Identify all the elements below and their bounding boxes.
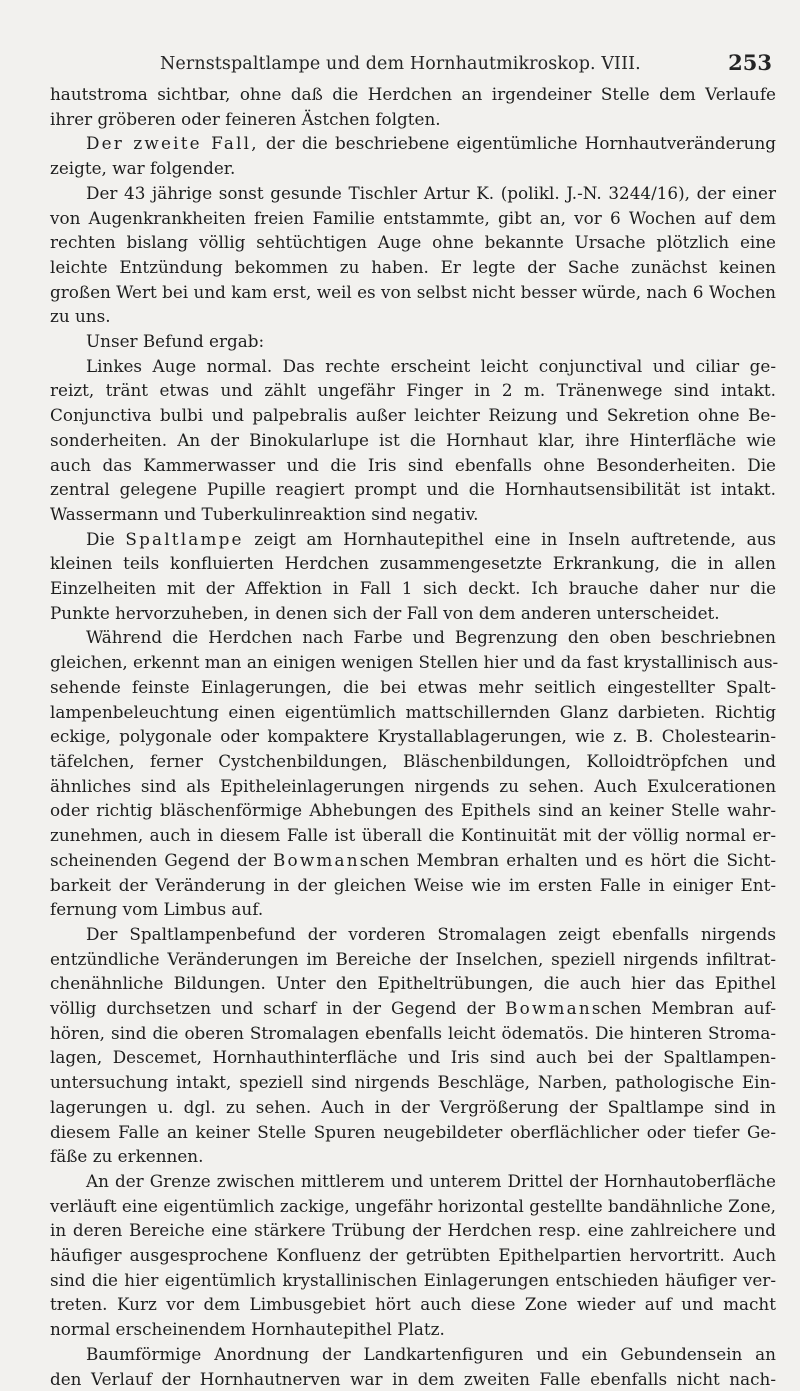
page-number: 253: [728, 50, 772, 75]
text-line: Conjunctiva bulbi und palpebralis außer leichter Reizung und Sekretion ohne Be-: [50, 405, 776, 426]
paragraph-6: [50, 527, 776, 626]
text-line: reizt, tränt etwas und zählt ungefähr Finger in 2 m. Tränenwege sind intakt.: [50, 380, 776, 401]
spaced-term: Spaltlampe: [125, 528, 244, 549]
text-line: auch das Kammerwasser und die Iris sind ebenfalls ohne Besonderheiten. Die: [50, 454, 776, 475]
text-line: leichte Entzündung bekommen zu haben. Er legte der Sache zunächst keinen: [50, 256, 776, 277]
text-line: Der 43 jährige sonst gesunde Tischler Artur K. (polikl. J.-N. 3244/16), der einer: [86, 182, 776, 203]
text-line: ihrer gröberen oder feineren Ästchen folgten.: [50, 108, 441, 129]
text-line: lampenbeleuchtung einen eigentümlich mattschillernden Glanz darbieten. Richtig: [50, 701, 776, 722]
text-line: untersuchung intakt, speziell sind nirgends Beschläge, Narben, pathologische Ein-: [50, 1072, 776, 1093]
text-line: entzündliche Veränderungen im Bereiche der Inselchen, speziell nirgends infiltrat-: [50, 948, 776, 969]
text-line: hautstroma sichtbar, ohne daß die Herdchen an irgendeiner Stelle dem Verlaufe: [50, 84, 776, 104]
text-line: großen Wert bei und kam erst, weil es von selbst nicht besser würde, nach 6 Wochen: [50, 281, 776, 302]
text-line: den Verlauf der Hornhautnerven war in dem zweiten Falle ebenfalls nicht nach-: [50, 1368, 776, 1389]
spaced-name: Bowman: [505, 998, 592, 1019]
running-head: Nernstspaltlampe und dem Hornhautmikroskop. VIII.: [160, 54, 641, 74]
paragraph-8: [50, 922, 776, 1169]
text-line: gleichen, erkennt man an einigen wenigen Stellen hier und da fast krystallinisch aus-: [50, 652, 779, 673]
spaced-heading: Der zweite Fall,: [86, 133, 259, 154]
text-line: verläuft eine eigentümlich zackige, ungefähr horizontal gestellte bandähnliche Zone,: [50, 1195, 776, 1216]
body-text: [50, 82, 779, 1391]
text-line: Wassermann und Tuberkulinreaktion sind negativ.: [50, 503, 479, 524]
text-line: zunehmen, auch in diesem Falle ist überall die Kontinuität mit der völlig normal er-: [50, 825, 776, 846]
text-line: in deren Bereiche eine stärkere Trübung der Herdchen resp. eine zahlreichere und: [50, 1220, 776, 1241]
text-line: Der Spaltlampenbefund der vorderen Stromalagen zeigt ebenfalls nirgends: [86, 923, 776, 944]
text-span: scheinenden Gegend der: [50, 849, 273, 870]
text-line: An der Grenze zwischen mittlerem und unterem Drittel der Hornhautoberfläche: [86, 1170, 776, 1191]
text-line: [50, 131, 776, 156]
text-line: Während die Herdchen nach Farbe und Begrenzung den oben beschriebnen: [86, 627, 776, 648]
text-line: lagen, Descemet, Hornhauthinterfläche und Iris sind auch bei der Spaltlampen-: [50, 1047, 776, 1068]
text-span: der die beschriebene eigentümliche Hornhautveränderung: [258, 133, 776, 154]
text-line: barkeit der Veränderung in der gleichen Weise wie im ersten Falle in einiger Ent-: [50, 874, 776, 895]
paragraph-3: [50, 181, 776, 329]
text-span: zeigt am Hornhautepithel eine in Inseln auftretende, aus: [243, 528, 776, 549]
text-line: [50, 848, 776, 873]
text-line: zeigte, war folgender.: [50, 158, 236, 179]
text-line: treten. Kurz vor dem Limbusgebiet hört auch diese Zone wieder auf und macht: [50, 1294, 776, 1315]
page-header: [50, 46, 776, 82]
text-line: von Augenkrankheiten freien Familie entstammte, gibt an, vor 6 Wochen auf dem: [50, 207, 776, 228]
text-line: Punkte hervorzuheben, in denen sich der Fall von dem anderen unterscheidet.: [50, 602, 720, 623]
text-line: Einzelheiten mit der Affektion in Fall 1 sich deckt. Ich brauche daher nur die: [50, 578, 776, 599]
text-line: sonderheiten. An der Binokularlupe ist die Hornhaut klar, ihre Hinterfläche wie: [50, 429, 776, 450]
text-line: eckige, polygonale oder kompaktere Krystallablagerungen, wie z. B. Cholestearin-: [50, 726, 776, 747]
text-line: Baumförmige Anordnung der Landkartenfiguren und ein Gebundensein an: [86, 1343, 776, 1364]
text-line: fäße zu erkennen.: [50, 1146, 204, 1167]
text-line: täfelchen, ferner Cystchenbildungen, Bläschenbildungen, Kolloidtröpfchen und: [50, 750, 776, 771]
paragraph-1: [50, 82, 776, 131]
text-span: völlig durchsetzen und scharf in der Gegend der: [50, 998, 506, 1019]
paragraph-7: [50, 625, 779, 921]
text-line: fernung vom Limbus auf.: [50, 899, 264, 920]
text-line: kleinen teils konfluierten Herdchen zusammengesetzte Erkrankung, die in allen: [50, 553, 776, 574]
text-line: chenähnliche Bildungen. Unter den Epitheltrübungen, die auch hier das Epithel: [50, 973, 776, 994]
text-line: häufiger ausgesprochene Konfluenz der getrübten Epithelpartien hervortritt. Auch: [50, 1245, 776, 1266]
text-line: ähnliches sind als Epitheleinlagerungen nirgends zu sehen. Auch Exulcerationen: [50, 775, 776, 796]
text-span: Die: [86, 528, 126, 549]
paragraph-9: [50, 1169, 776, 1342]
paragraph-5: [50, 354, 776, 527]
text-line: [50, 996, 776, 1021]
text-line: zu uns.: [50, 306, 111, 327]
text-line: Linkes Auge normal. Das rechte erscheint leicht conjunctival und ciliar ge-: [86, 355, 776, 376]
text-line: [50, 527, 776, 552]
spaced-name: Bowman: [273, 849, 360, 870]
paragraph-2: [50, 131, 776, 180]
text-line: zentral gelegene Pupille reagiert prompt und die Hornhautsensibilität ist intakt.: [50, 479, 776, 500]
text-line: normal erscheinendem Hornhautepithel Platz.: [50, 1319, 445, 1340]
text-line: oder richtig bläschenförmige Abhebungen des Epithels sind an keiner Stelle wahr-: [50, 800, 776, 821]
text-line: sehende feinste Einlagerungen, die bei etwas mehr seitlich eingestellter Spalt-: [50, 676, 776, 697]
text-line: rechten bislang völlig sehtüchtigen Auge ohne bekannte Ursache plötzlich eine: [50, 232, 776, 253]
text-line: lagerungen u. dgl. zu sehen. Auch in der Vergrößerung der Spaltlampe sind in: [50, 1096, 776, 1117]
text-span: schen Membran auf-: [591, 998, 776, 1019]
text-line: Unser Befund ergab:: [86, 331, 265, 352]
paragraph-4: [50, 329, 776, 354]
text-line: sind die hier eigentümlich krystallinischen Einlagerungen entschieden häufiger ver-: [50, 1269, 776, 1290]
paragraph-10: [50, 1342, 776, 1391]
text-span: schen Membran erhalten und es hört die Sicht-: [359, 849, 776, 870]
text-line: diesem Falle an keiner Stelle Spuren neugebildeter oberflächlicher oder tiefer Ge-: [50, 1121, 776, 1142]
text-line: hören, sind die oberen Stromalagen ebenfalls leicht ödematös. Die hinteren Stroma-: [50, 1022, 776, 1043]
